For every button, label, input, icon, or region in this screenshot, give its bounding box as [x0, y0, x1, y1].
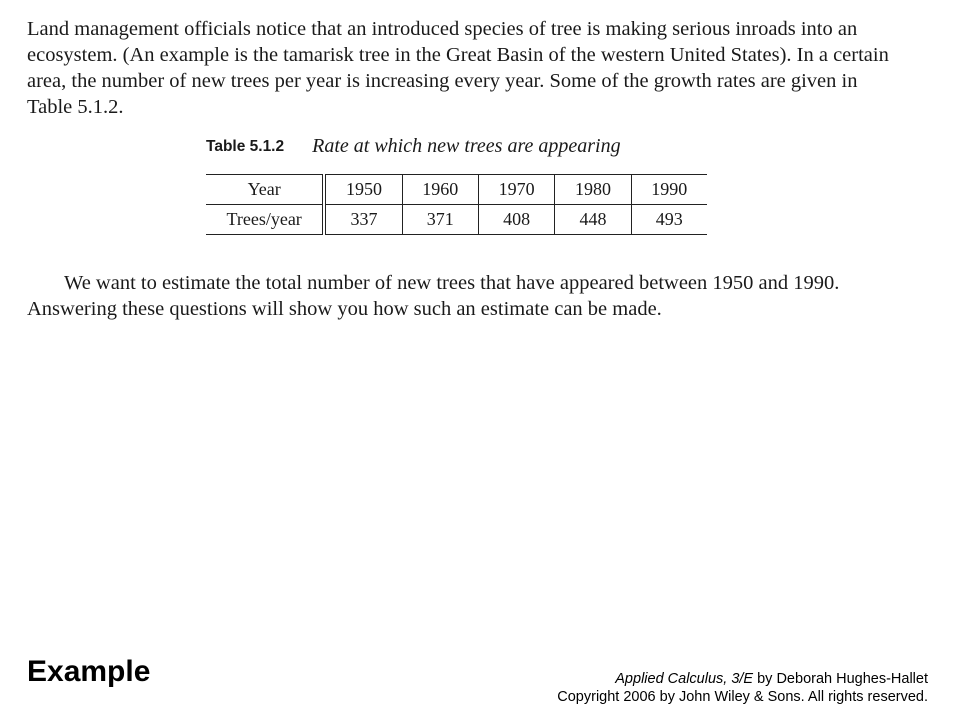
book-credit-line	[557, 670, 928, 688]
trees-per-year-cell: 448	[555, 205, 631, 235]
trees-per-year-cell: 371	[402, 205, 478, 235]
copyright-notice: Copyright 2006 by John Wiley & Sons. All rights reserved.	[557, 689, 928, 705]
growth-rate-table	[206, 174, 707, 235]
trees-per-year-cell: 493	[631, 205, 707, 235]
year-cell: 1990	[631, 175, 707, 205]
table-caption	[206, 135, 621, 158]
book-author: by Deborah Hughes-Hallet	[753, 671, 928, 687]
trees-per-year-cell: 408	[478, 205, 554, 235]
year-cell: 1980	[555, 175, 631, 205]
trees-per-year-cell: 337	[350, 209, 378, 229]
row-header-trees-per-year: Trees/year	[206, 205, 324, 235]
table-row-year	[206, 175, 707, 205]
year-cell: 1950	[324, 175, 402, 205]
table-row-trees-per-year	[206, 205, 707, 235]
question-paragraph	[27, 270, 927, 322]
year-cell: 1960	[402, 175, 478, 205]
book-credit	[557, 670, 928, 706]
year-cell: 1970	[478, 175, 554, 205]
book-title: Applied Calculus, 3/E	[615, 671, 754, 687]
table-title: Rate at which new trees are appearing	[312, 135, 621, 157]
row-header-year: Year	[206, 175, 324, 205]
table-number: Table 5.1.2	[206, 137, 285, 155]
intro-paragraph: Land management officials notice that an introduced species of tree is making serious inroads into an ecosystem. (An example is the tamarisk tree in the Great Basin of the western United States). In a certain area, the number of new trees per year is increasing every year. Some of the growth rates are given in Table 5.1.2.	[27, 18, 889, 118]
question-text: We want to estimate the total number of new trees that have appeared between 1950 and 1990. Answering these questions will show you how such an estimate can be made.	[27, 272, 840, 320]
slide-title: Example	[27, 655, 151, 688]
